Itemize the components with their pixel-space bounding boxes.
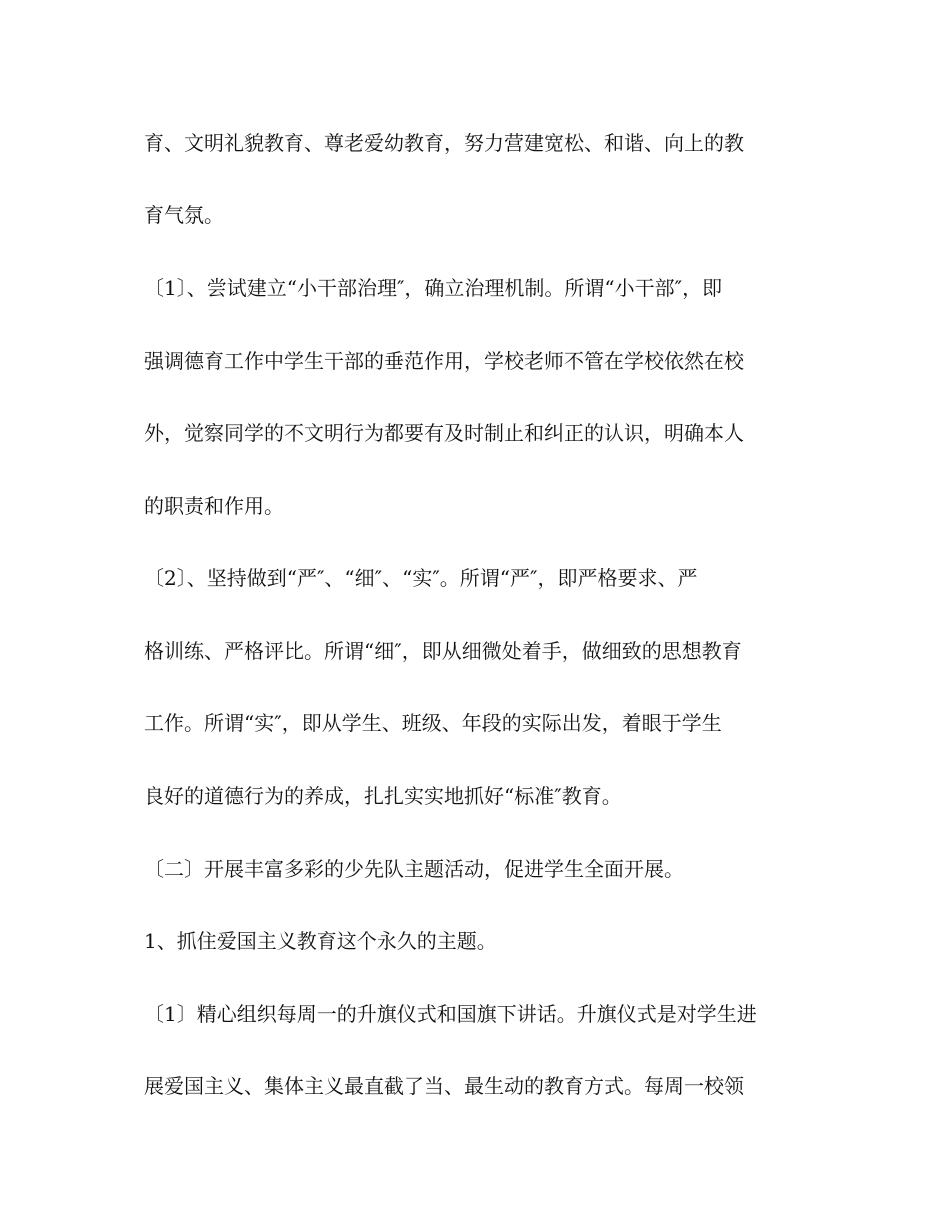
text-line: 外，觉察同学的不文明行为都要有及时制止和纠正的认识，明确本人 [144,421,744,445]
text-line: 良好的道德行为的养成，扎扎实实地抓好“标准″教育。 [144,784,622,808]
text-line: 〔1〕、尝试建立“小干部治理″，确立治理机制。所谓“小干部″，即 [144,276,723,300]
text-line: 的职责和作用。 [144,494,284,518]
subsection-heading: 1、抓住爱国主义教育这个永久的主题。 [144,929,497,953]
text-line: 〔1〕精心组织每周一的升旗仪式和国旗下讲话。升旗仪式是对学生进 [144,1002,757,1026]
text-line: 〔2〕、坚持做到“严″、“细″、“实″。所谓“严″，即严格要求、严 [144,566,698,590]
text-line: 工作。所谓“实″，即从学生、班级、年段的实际出发，着眼于学生 [144,711,722,735]
text-line: 展爱国主义、集体主义最直截了当、最生动的教育方式。每周一校领 [144,1074,744,1098]
section-heading: 〔二〕开展丰富多彩的少先队主题活动，促进学生全面开展。 [144,857,684,881]
text-line: 强调德育工作中学生干部的垂范作用，学校老师不管在学校依然在校 [144,349,744,373]
text-line: 育、文明礼貌教育、尊老爱幼教育，努力营建宽松、和谐、向上的教 [144,131,744,155]
text-line: 育气氛。 [144,203,224,227]
text-line: 格训练、严格评比。所谓“细″，即从细微处着手，做细致的思想教育 [144,639,742,663]
